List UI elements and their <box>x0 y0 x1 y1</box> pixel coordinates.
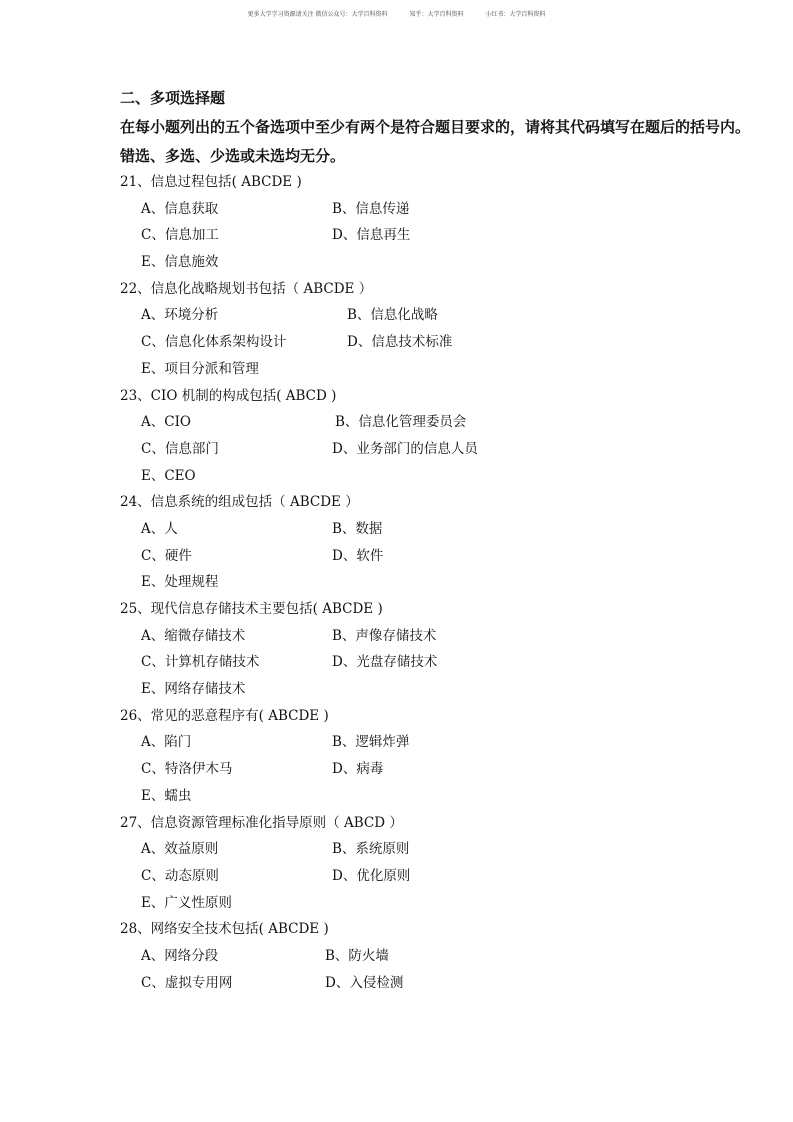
option-d: D、光盘存储技术 <box>332 654 438 671</box>
option-e: E、CEO <box>141 467 196 484</box>
option-a: A、效益原则 <box>141 841 219 858</box>
question-21 <box>0 169 793 196</box>
option-c: C、动态原则 <box>141 867 219 884</box>
option-b: B、数据 <box>332 520 383 537</box>
options-row <box>0 543 793 570</box>
option-e: E、信息施效 <box>141 254 219 271</box>
option-b: B、逻辑炸弹 <box>332 734 410 751</box>
question-24 <box>0 489 793 516</box>
options-row <box>0 943 793 970</box>
option-b: B、防火墙 <box>325 947 389 964</box>
option-a: A、信息获取 <box>141 200 219 217</box>
header-right-text: 小红书：大学百科资料 <box>485 11 546 18</box>
option-b: B、信息传递 <box>332 200 410 217</box>
option-a: A、CIO <box>141 414 191 431</box>
options-row <box>0 863 793 890</box>
header-left-text: 更多大学学习资源请关注 微信公众号：大学百科资料 <box>247 11 388 18</box>
options-row <box>0 756 793 783</box>
option-e: E、广义性原则 <box>141 894 232 911</box>
question-stem: 23、CIO 机制的构成包括( ABCD ) <box>120 387 337 404</box>
option-d: D、信息再生 <box>332 227 411 244</box>
option-b: B、声像存储技术 <box>332 627 437 644</box>
option-b: B、信息化战略 <box>347 307 438 324</box>
question-26 <box>0 703 793 730</box>
option-a: A、陷门 <box>141 734 192 751</box>
question-stem: 25、现代信息存储技术主要包括( ABCDE ) <box>120 601 383 617</box>
options-row <box>0 409 793 436</box>
option-a: A、人 <box>141 520 178 537</box>
instructions: 在每小题列出的五个备选项中至少有两个是符合题目要求的，请将其代码填写在题后的括号内。错选、多选、少选或未选均无分。 <box>120 118 751 165</box>
option-c: C、信息加工 <box>141 227 219 244</box>
option-a: A、网络分段 <box>141 947 219 964</box>
option-c: C、特洛伊木马 <box>141 761 233 778</box>
options-row <box>0 356 793 383</box>
option-c: C、硬件 <box>141 547 192 564</box>
question-25 <box>0 596 793 623</box>
options-row <box>0 836 793 863</box>
option-d: D、信息技术标准 <box>347 334 453 351</box>
option-b: B、信息化管理委员会 <box>335 414 467 431</box>
option-c: C、计算机存储技术 <box>141 654 260 671</box>
option-d: D、优化原则 <box>332 867 411 884</box>
options-row <box>0 569 793 596</box>
options-row <box>0 463 793 490</box>
option-e: E、处理规程 <box>141 574 219 591</box>
question-list <box>0 169 793 996</box>
option-c: C、虚拟专用网 <box>141 974 233 991</box>
options-row <box>0 970 793 997</box>
question-stem: 27、信息资源管理标准化指导原则（ ABCD ） <box>120 814 403 831</box>
options-row <box>0 249 793 276</box>
question-stem: 21、信息过程包括( ABCDE ) <box>120 174 302 190</box>
question-stem: 28、网络安全技术包括( ABCDE ) <box>120 921 329 938</box>
option-e: E、网络存储技术 <box>141 681 246 698</box>
option-b: B、系统原则 <box>332 841 410 858</box>
option-d: D、病毒 <box>332 761 384 778</box>
question-stem: 24、信息系统的组成包括（ ABCDE ） <box>120 494 359 511</box>
option-a: A、缩微存储技术 <box>141 627 246 644</box>
question-27 <box>0 810 793 837</box>
question-28 <box>0 916 793 943</box>
options-row <box>0 890 793 917</box>
option-d: D、入侵检测 <box>325 974 404 991</box>
options-row <box>0 329 793 356</box>
options-row <box>0 729 793 756</box>
page-header <box>0 9 793 18</box>
options-row <box>0 623 793 650</box>
options-row <box>0 302 793 329</box>
question-stem: 26、常见的恶意程序有( ABCDE ) <box>120 707 329 724</box>
header-middle-text: 知乎：大学百科资料 <box>409 11 464 18</box>
options-row <box>0 436 793 463</box>
options-row <box>0 196 793 223</box>
question-stem: 22、信息化战略规划书包括（ ABCDE ） <box>120 280 373 297</box>
option-c: C、信息化体系架构设计 <box>141 334 287 351</box>
options-row <box>0 222 793 249</box>
options-row <box>0 649 793 676</box>
option-a: A、环境分析 <box>141 307 219 324</box>
option-c: C、信息部门 <box>141 440 219 457</box>
options-row <box>0 676 793 703</box>
option-d: D、业务部门的信息人员 <box>332 440 478 457</box>
question-22 <box>0 276 793 303</box>
options-row <box>0 783 793 810</box>
options-row <box>0 516 793 543</box>
question-23 <box>0 383 793 410</box>
option-e: E、项目分派和管理 <box>141 360 259 377</box>
option-e: E、蠕虫 <box>141 787 192 804</box>
section-title: 二、多项选择题 <box>120 89 226 107</box>
option-d: D、软件 <box>332 547 384 564</box>
